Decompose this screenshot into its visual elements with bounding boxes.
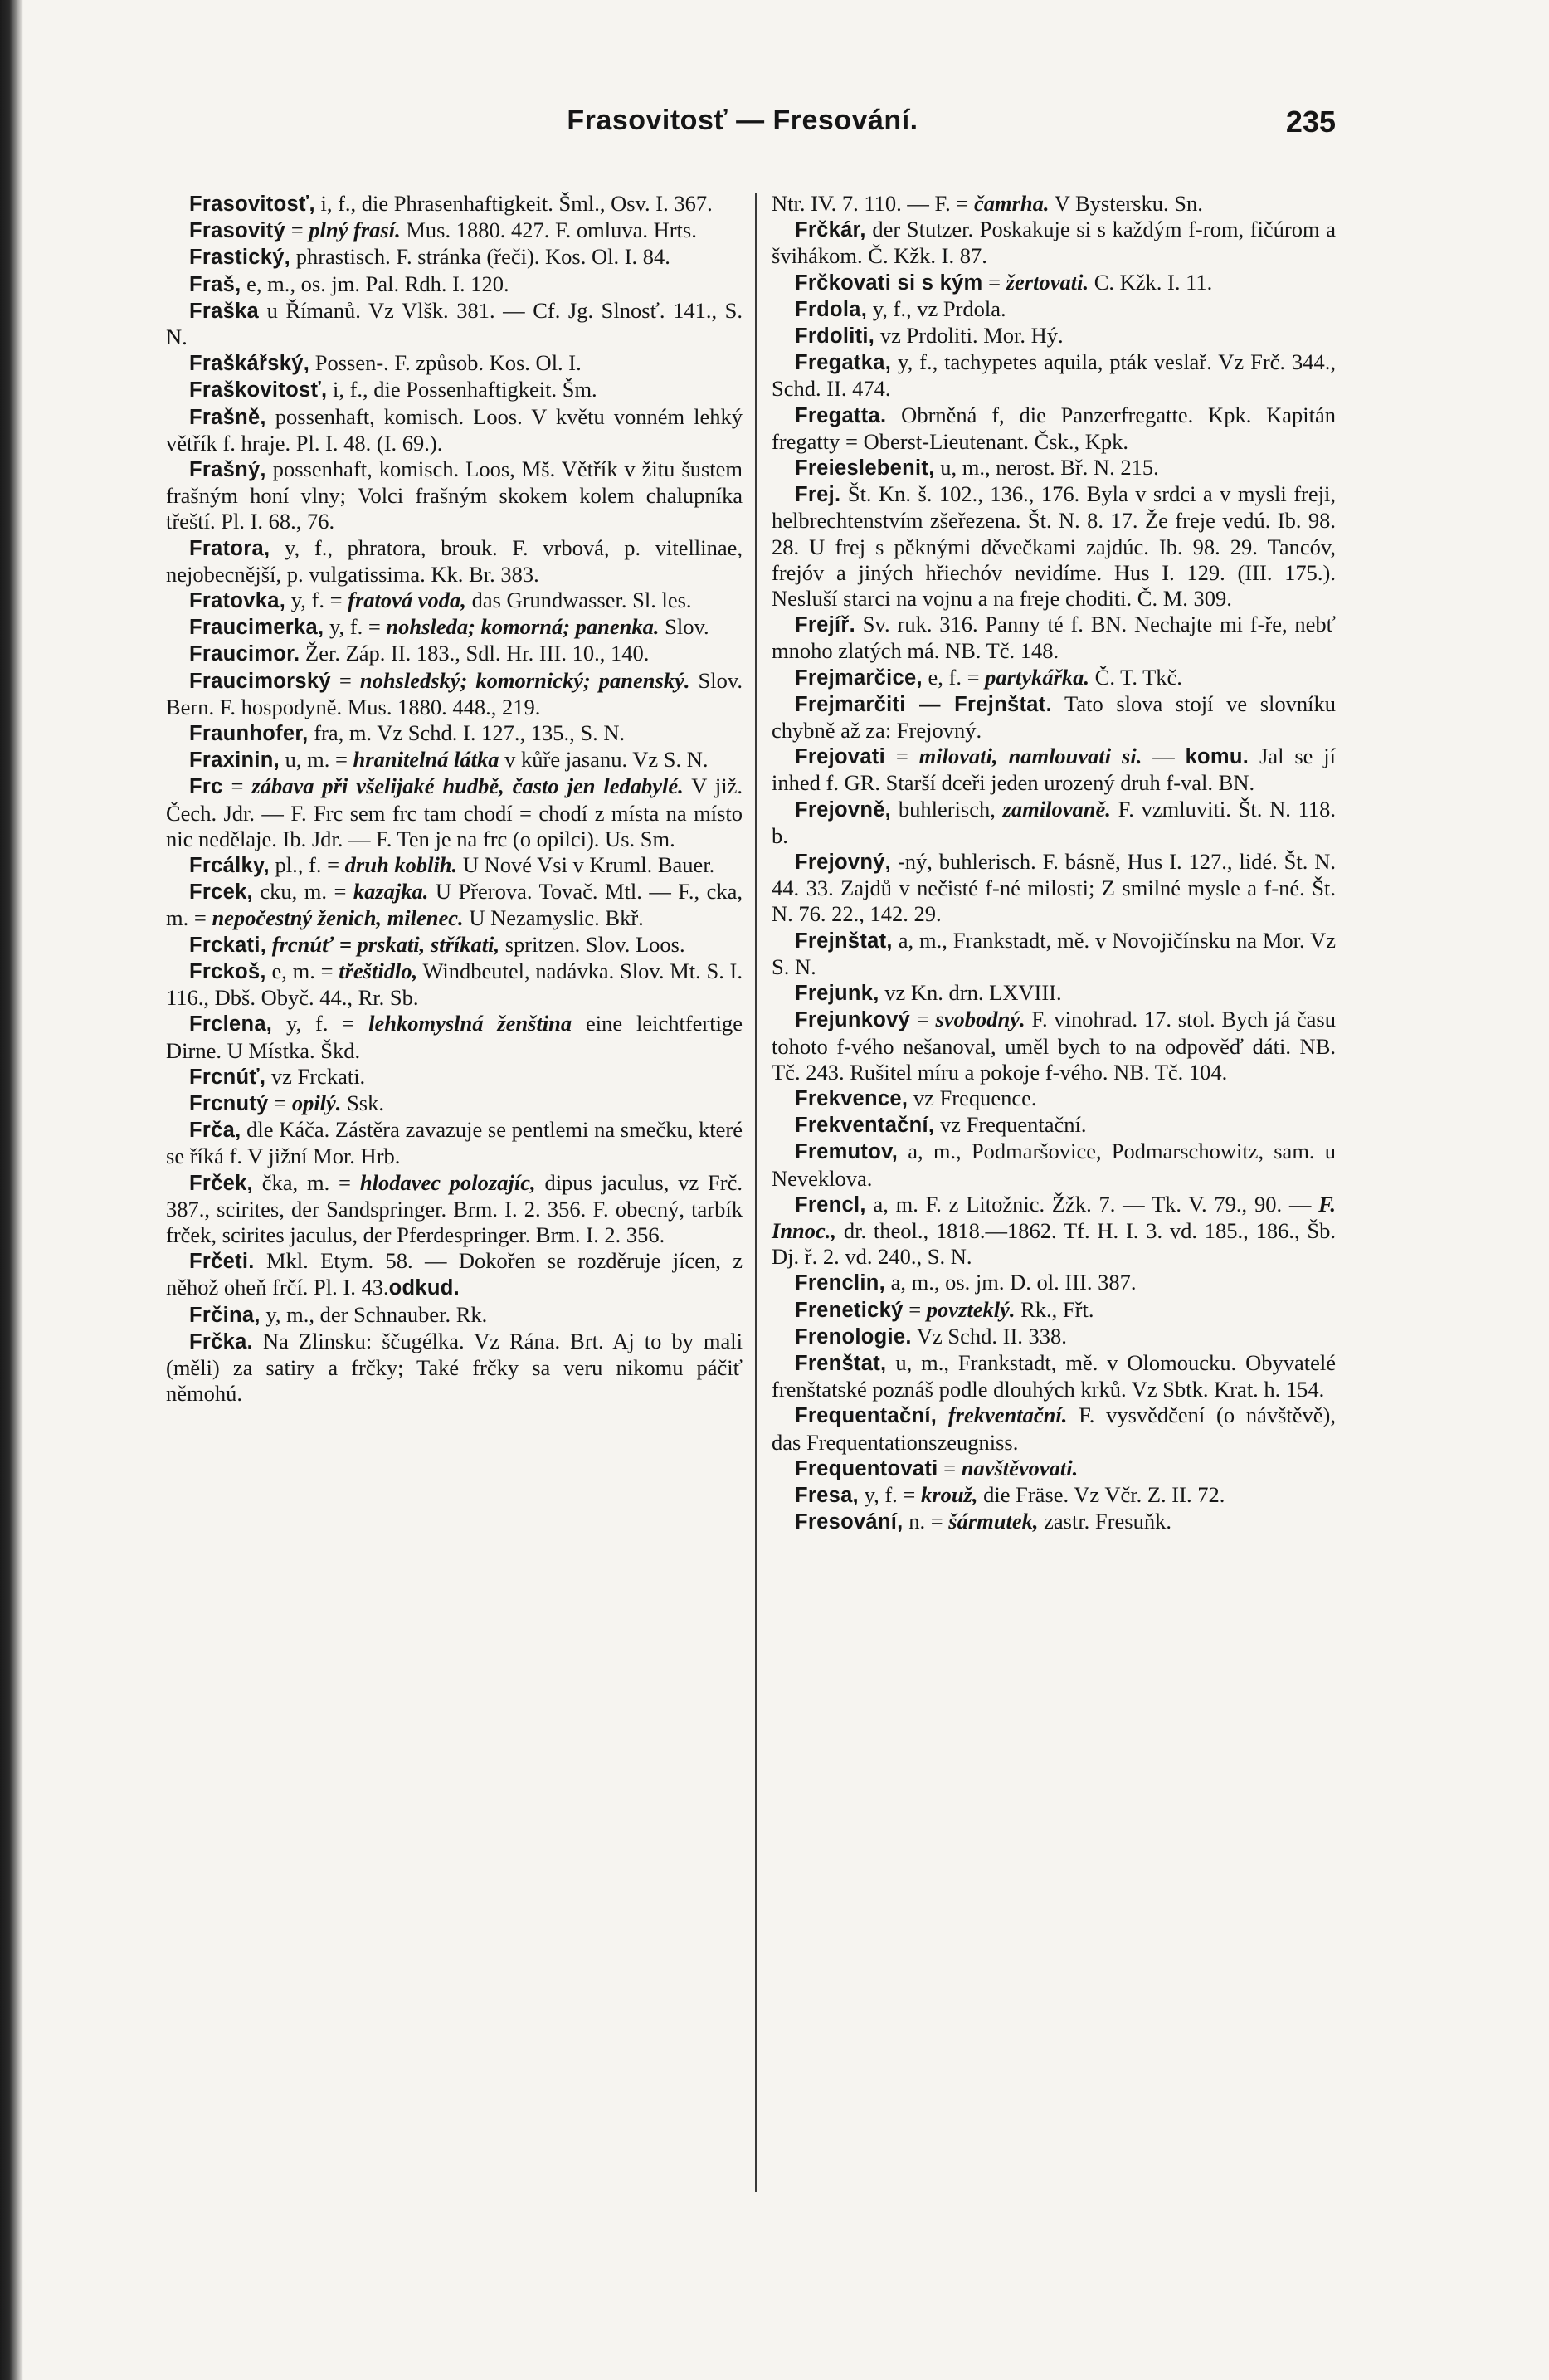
dictionary-entry [772, 1270, 1336, 1296]
entry-text: y, f., phratora, brouk. F. vrbová, p. vitellinae, nejobecnější, p. vulgatissima. Kk. Br. 383. [166, 534, 743, 587]
entry-text: C. Kžk. I. 11. [1089, 269, 1213, 295]
dictionary-entry [166, 456, 743, 535]
entry-text: u, m., Frankstadt, mě. v Olomoucku. Obyvatelé frenštatské poznáš podle dlouhých krků. Vz Sbtk. Krat. h. 154. [772, 1349, 1336, 1402]
headword: Frc [189, 775, 223, 799]
headword: Frejmarčice, [795, 666, 923, 690]
headword: odkud. [388, 1276, 460, 1300]
entry-text: Na Zlinsku: ščugélka. Vz Rána. Brt. Aj to by mali (měli) za satiry a frčky; Také frčky sa veru nikomu páčiť němohú. [166, 1328, 743, 1407]
definition: kazajka. [353, 879, 429, 905]
entry-text: y, m., der Schnauber. Rk. [260, 1301, 488, 1327]
dictionary-entry [772, 665, 1336, 691]
headword: Frča, [189, 1119, 241, 1143]
headword: Frejunk, [795, 982, 879, 1006]
entry-text: pl., f. = [269, 852, 345, 878]
entry-text: y, f. = [285, 588, 348, 613]
entry-text: čka, m. = [252, 1169, 360, 1195]
entry-text: dipus jaculus, vz Frč. 387., scirites, der Sandspringer. Brm. I. 2. 356. F. obecný, tarbík frček, scirites jaculus, der Pferdespringer. Brm. I. 2. 356. [166, 1169, 743, 1247]
dictionary-entry [772, 1112, 1336, 1139]
dictionary-entry [772, 270, 1336, 296]
dictionary-entry [772, 296, 1336, 323]
headword: Frejovný, [795, 851, 892, 875]
dictionary-entry [772, 1085, 1336, 1112]
entry-text: Sv. ruk. 316. Panny té f. BN. Nechajte mi f-ře, nebť mnoho zlatých má. NB. Tč. 148. [772, 612, 1336, 664]
entry-text [937, 1402, 948, 1427]
dictionary-entry [772, 323, 1336, 349]
dictionary-entry [772, 191, 1336, 217]
headword: Frckati, [189, 933, 267, 957]
entry-text: = [982, 269, 1006, 295]
dictionary-entry [772, 1350, 1336, 1402]
dictionary-entry [772, 217, 1336, 269]
entry-text: v kůře jasanu. Vz S. N. [499, 747, 709, 773]
entry-text: = [268, 1090, 292, 1115]
entry-text: a, m., Frankstadt, mě. v Novojičínsku na Mor. Vz S. N. [772, 927, 1336, 979]
entry-text: zastr. Fresuňk. [1038, 1509, 1171, 1534]
headword: Fratovka, [189, 589, 286, 613]
entry-text: a, m., os. jm. D. ol. III. 387. [884, 1270, 1137, 1295]
entry-text: Windbeutel, nadávka. Slov. Mt. S. I. 116., Dbš. Obyč. 44., Rr. Sb. [166, 958, 743, 1011]
headword: Frclena, [189, 1012, 273, 1036]
headword: Fraucimor. [189, 642, 300, 666]
headword: komu. [1185, 745, 1249, 769]
headword: Frcek, [189, 880, 253, 905]
entry-text: Č. T. Tkč. [1089, 664, 1182, 690]
entry-text: Jal se jí inhed f. GR. Starší dceři jeden urozený druh f-val. BN. [772, 744, 1336, 796]
headword: Frasovitosť, [189, 193, 315, 216]
entry-text: possenhaft, komisch. Loos, Mš. Větřík v žitu šustem frašným honí vlny; Volci frašným skokem kolem chalupníka třeští. Pl. I. 68., 76. [166, 456, 743, 534]
entry-text: Vz Schd. II. 338. [911, 1323, 1067, 1349]
entry-text: dle Káča. Zástěra zavazuje se pentlemi na smečku, které se říká f. V jižní Mor. Hrb. [166, 1117, 743, 1169]
dictionary-entry [166, 958, 743, 1011]
dictionary-entry [772, 928, 1336, 980]
entry-text: cku, m. = [252, 879, 353, 905]
dictionary-entry [166, 1117, 743, 1169]
headword: Frenštat, [795, 1351, 887, 1375]
dictionary-entry [166, 1248, 743, 1301]
entry-text: Tato slova stojí ve slovníku chybně až za: Frejovný. [772, 690, 1336, 744]
definition: F. Innoc., [772, 1191, 1336, 1243]
headword: Frčeti. [189, 1250, 255, 1274]
headword: Fregatka, [795, 351, 892, 375]
headword: Frčina, [189, 1303, 261, 1327]
dictionary-entry [772, 1007, 1336, 1085]
entry-text: y, f. = [272, 1011, 369, 1036]
entry-text: u, m. = [279, 747, 353, 773]
entry-text: a, m., Podmaršovice, Podmarschowitz, sam. u Neveklova. [772, 1139, 1336, 1191]
dictionary-entry [166, 404, 743, 456]
entry-text: eine leichtfertige Dirne. U Místka. Škd. [166, 1011, 743, 1063]
definition: frekventační. [947, 1402, 1068, 1428]
entry-text: Rk., Fřt. [1015, 1296, 1094, 1322]
definition: zamilovaně. [1002, 796, 1111, 822]
dictionary-entry [772, 1482, 1336, 1509]
headword: Frasovitý [189, 219, 286, 243]
headword: Fraš, [189, 272, 241, 296]
definition: nepočestný ženich, milenec. [212, 905, 464, 931]
headword: Fraxinin, [189, 749, 280, 773]
entry-text: = [903, 1296, 927, 1322]
dictionary-entry [166, 747, 743, 773]
right-column [772, 191, 1336, 1535]
definition: třeštidlo, [339, 958, 418, 983]
page-header [149, 105, 1336, 154]
dictionary-entry [166, 720, 743, 747]
headword: Frašně, [189, 405, 266, 429]
headword: Frenologie. [795, 1324, 912, 1349]
dictionary-entry [772, 1402, 1336, 1455]
definition: šármutek, [948, 1509, 1039, 1534]
headword: Fremutov, [795, 1140, 899, 1164]
entry-text: y, f. = [324, 614, 387, 640]
dictionary-entry [166, 1011, 743, 1063]
headword: Frcnutý [189, 1091, 269, 1115]
definition: svobodný. [935, 1007, 1025, 1032]
headword: Frejíř. [795, 613, 855, 637]
definition: hlodavec polozajíc, [359, 1169, 536, 1195]
dictionary-entry [772, 349, 1336, 402]
definition: krouž, [921, 1481, 978, 1507]
headword: Frček, [189, 1171, 253, 1195]
definition: nohsleda; komorná; panenka. [386, 614, 660, 640]
entry-text: e, m. = [265, 958, 339, 983]
dictionary-entry [772, 1324, 1336, 1350]
entry-text: = [222, 773, 252, 799]
entry-text: a, m. F. z Litožnic. Žžk. 7. — Tk. V. 79., 90. — [865, 1191, 1319, 1217]
headword: Frcálky, [189, 854, 270, 878]
headword: Frejmarčiti — Frejnštat. [795, 692, 1052, 716]
definition: čamrha. [974, 191, 1050, 216]
entry-text: vz Frequentační. [934, 1112, 1087, 1138]
dictionary-entry [166, 1090, 743, 1117]
entry-text: u Římanů. Vz Vlšk. 381. — Cf. Jg. Slnosť. 141., S. N. [166, 297, 743, 350]
entry-text: possenhaft, komisch. Loos. V květu vonném lehký větřík f. hraje. Pl. I. 48. (I. 69.). [166, 403, 743, 456]
dictionary-entry [166, 773, 743, 852]
entry-text: Žer. Záp. II. 183., Sdl. Hr. III. 10., 140. [300, 641, 650, 666]
definition: nohsledský; komornický; panenský. [359, 667, 690, 693]
headword: Freieslebenit, [795, 456, 935, 480]
entry-text: Slov. Bern. F. hospodyně. Mus. 1880. 448., 219. [166, 667, 743, 719]
dictionary-entry [772, 1297, 1336, 1324]
dictionary-entry [166, 852, 743, 879]
headword: Frdoliti, [795, 324, 875, 349]
definition: žertovati. [1006, 269, 1089, 295]
dictionary-entry [166, 614, 743, 641]
running-title: Frasovitosť — Fresování. [567, 105, 918, 136]
headword: Frastický, [189, 246, 291, 270]
entry-text: Ntr. IV. 7. 110. — F. = [772, 191, 974, 216]
dictionary-entry [166, 298, 743, 350]
dictionary-entry [166, 271, 743, 298]
dictionary-entry [772, 402, 1336, 455]
entry-text: y, f., vz Prdola. [867, 295, 1006, 321]
definition: fratová voda, [348, 588, 466, 613]
dictionary-entry [772, 691, 1336, 744]
entry-text: Dokořen se rozděruje jícen, z něhož oheň frčí. Pl. I. 43. [166, 1248, 743, 1300]
headword: Fresování, [795, 1510, 904, 1534]
entry-text: Obrněná f, die Panzerfregatte. Kpk. Kapitán fregatty = Oberst-Lieutenant. Čsk., Kpk. [772, 402, 1336, 454]
headword: Fraunhofer, [189, 722, 309, 746]
entry-text: phrastisch. F. stránka (řeči). Kos. Ol. I. 84. [290, 244, 670, 270]
definition: opilý. [291, 1090, 342, 1115]
dictionary-entry [772, 1139, 1336, 1191]
page-number: 235 [1285, 105, 1336, 139]
entry-text: F. vzmluviti. Št. N. 118. b. [772, 796, 1336, 848]
dictionary-entry [166, 588, 743, 614]
dictionary-entry [772, 1192, 1336, 1270]
entry-text: vz Kn. drn. LXVIII. [879, 980, 1062, 1006]
entry-text: u, m., nerost. Bř. N. 215. [934, 455, 1159, 480]
dictionary-entry [772, 849, 1336, 928]
entry-text: dr. theol., 1818.—1862. Tf. H. I. 3. vd. 185., 186., Šb. Dj. ř. 2. vd. 240., S. N. [772, 1217, 1336, 1270]
entry-text: -ný, buhlerisch. F. básně, Hus I. 127., lidé. Št. N. 44. 33. Zajdů v nečisté f-né milosti; Z smilné mysle a f-né. Št. N. 76. 22., 142. 29. [772, 849, 1336, 927]
entry-text: y, f. = [858, 1481, 921, 1507]
entry-text: Mus. 1880. 427. F. omluva. Hrts. [400, 217, 697, 243]
headword: Fresa, [795, 1483, 859, 1507]
dictionary-entry [772, 1509, 1336, 1535]
entry-text: vz Prdoliti. Mor. Hý. [874, 323, 1064, 349]
dictionary-entry [166, 1064, 743, 1090]
dictionary-entry [772, 980, 1336, 1007]
dictionary-entry [772, 481, 1336, 612]
headword: Fraškářský, [189, 352, 310, 376]
dictionary-entry [166, 1302, 743, 1329]
headword: Fratora, [189, 536, 270, 560]
headword: Frejnštat, [795, 929, 893, 953]
entry-text: fra, m. Vz Schd. I. 127., 135., S. N. [308, 720, 626, 746]
entry-text: Possen-. F. způsob. Kos. Ol. I. [309, 350, 582, 376]
definition: navštěvovati. [961, 1455, 1079, 1480]
definition: plný frasí. [309, 217, 401, 243]
headword: Frequentační, [795, 1404, 938, 1428]
entry-text: Slov. [659, 614, 709, 640]
headword: Frekvence, [795, 1086, 908, 1110]
entry-text: — [1142, 744, 1186, 769]
headword: Frekventační, [795, 1114, 935, 1138]
dictionary-entry [166, 217, 743, 244]
headword: Frequentovati [795, 1456, 938, 1480]
entry-text: U Nové Vsi v Kruml. Bauer. [457, 852, 715, 878]
entry-text: U Přerova. Tovač. Mtl. — F., cka, m. = [166, 879, 743, 931]
entry-text: buhlerisch, [891, 796, 1003, 822]
dictionary-entry [772, 612, 1336, 664]
headword: Fraucimerka, [189, 616, 324, 640]
entry-text: i, f., die Phrasenhaftigkeit. Šml., Osv. I. 367. [314, 191, 713, 216]
headword: Frckoš, [189, 959, 266, 983]
entry-text: V Bystersku. Sn. [1049, 191, 1203, 216]
entry-text: spritzen. Slov. Loos. [499, 931, 685, 957]
entry-text: vz Frckati. [265, 1063, 366, 1089]
definition: frcnúť = prskati, stříkati, [271, 931, 500, 957]
dictionary-entry [166, 535, 743, 588]
entry-text: n. = [903, 1509, 949, 1534]
dictionary-entry [772, 1456, 1336, 1482]
entry-text: i, f., die Possenhaftigkeit. Šm. [327, 377, 597, 402]
dictionary-entry [772, 797, 1336, 849]
dictionary-entry [772, 744, 1336, 796]
headword: Fraucimorský [189, 669, 331, 693]
headword: Fraškovitosť, [189, 378, 328, 402]
definition: zábava při všelijaké hudbě, často jen ledabylé. [251, 773, 684, 799]
entry-text: F. vysvědčení (o návštěvě), das Frequentationszeugniss. [772, 1402, 1336, 1455]
headword: Frejovně, [795, 797, 892, 822]
definition: milovati, namlouvati si. [918, 744, 1142, 769]
headword: Frčkovati si s kým [795, 271, 983, 295]
entry-text: Mkl. Etym. 58. — [254, 1248, 459, 1274]
entry-text: Ssk. [341, 1090, 384, 1115]
dictionary-entry [166, 244, 743, 271]
entry-text: U Nezamyslic. Bkř. [463, 905, 644, 931]
entry-text: e, f. = [922, 664, 986, 690]
entry-text: der Stutzer. Poskakuje si s každým f-rom, fičúrom a švihákom. Č. Kžk. I. 87. [772, 217, 1336, 269]
headword: Frčkár, [795, 218, 866, 242]
dictionary-entry [772, 455, 1336, 481]
entry-text: Št. Kn. š. 102., 136., 176. Byla v srdci a v mysli freji, helbrechtenstvím zšeřezena. Št. N. 8. 17. Že freje vedú. Ib. 98. 28. U frej s pěknými děvečkami zajdúc. Ib. 98. 29. Tancóv, frejóv a jiných hřiechóv nevidíme. Hus I. 129. (III. 175.). Nesluší starci na vojnu a na freje choditi. Č. M. 309. [772, 481, 1336, 612]
entry-text: das Grundwasser. Sl. les. [465, 588, 692, 613]
dictionary-entry [166, 377, 743, 403]
headword: Frčka. [189, 1329, 253, 1353]
headword: Fraška [189, 299, 260, 323]
dictionary-entry [166, 1329, 743, 1407]
entry-text: = [910, 1007, 936, 1032]
entry-text: = [938, 1455, 962, 1480]
definition: partykářka. [985, 664, 1090, 690]
entry-text: = [330, 667, 360, 693]
entry-text: e, m., os. jm. Pal. Rdh. I. 120. [241, 271, 509, 296]
dictionary-entry [166, 932, 743, 958]
definition: hranitelná látka [353, 747, 499, 773]
headword: Frej. [795, 483, 841, 507]
headword: Frašný, [189, 458, 266, 482]
definition: povzteklý. [926, 1296, 1016, 1322]
headword: Frencl, [795, 1192, 866, 1217]
entry-text: = [884, 744, 919, 769]
entry-text: = [285, 217, 309, 243]
column-divider [755, 193, 757, 2192]
dictionary-entry [166, 191, 743, 217]
definition: druh koblih. [344, 852, 458, 878]
dictionary-entry [166, 641, 743, 667]
entry-text: y, f., tachypetes aquila, pták veslař. Vz Frč. 344., Schd. II. 474. [772, 349, 1336, 402]
headword: Frdola, [795, 297, 868, 321]
left-column [166, 191, 743, 1407]
entry-text: vz Frequence. [908, 1085, 1037, 1110]
definition: lehkomyslná ženština [368, 1011, 572, 1036]
headword: Fregatta. [795, 403, 887, 427]
dictionary-entry [166, 1170, 743, 1249]
dictionary-entry [166, 879, 743, 931]
entry-text: V již. Čech. Jdr. — F. Frc sem frc tam chodí = chodí z místa na místo nic nedělaje. Ib. Jdr. — F. Ten je na frc (o opilci). Us. Sm. [166, 773, 743, 851]
headword: Frenetický [795, 1298, 904, 1322]
dictionary-entry [166, 668, 743, 720]
entry-text: die Fräse. Vz Včr. Z. II. 72. [977, 1481, 1225, 1507]
headword: Frejunkový [795, 1008, 911, 1032]
headword: Frejovati [795, 745, 885, 769]
scan-edge [0, 0, 23, 2380]
headword: Frcnúť, [189, 1065, 266, 1089]
entry-text [266, 932, 272, 957]
entry-text: F. vinohrad. 17. stol. Bych já času tohoto f-vého nešanoval, uměl bych to na odpověď dáti. NB. Tč. 243. Rušitel míru a pokoje f-vého. NB. Tč. 104. [772, 1007, 1336, 1085]
headword: Frenclin, [795, 1271, 885, 1295]
dictionary-entry [166, 350, 743, 377]
